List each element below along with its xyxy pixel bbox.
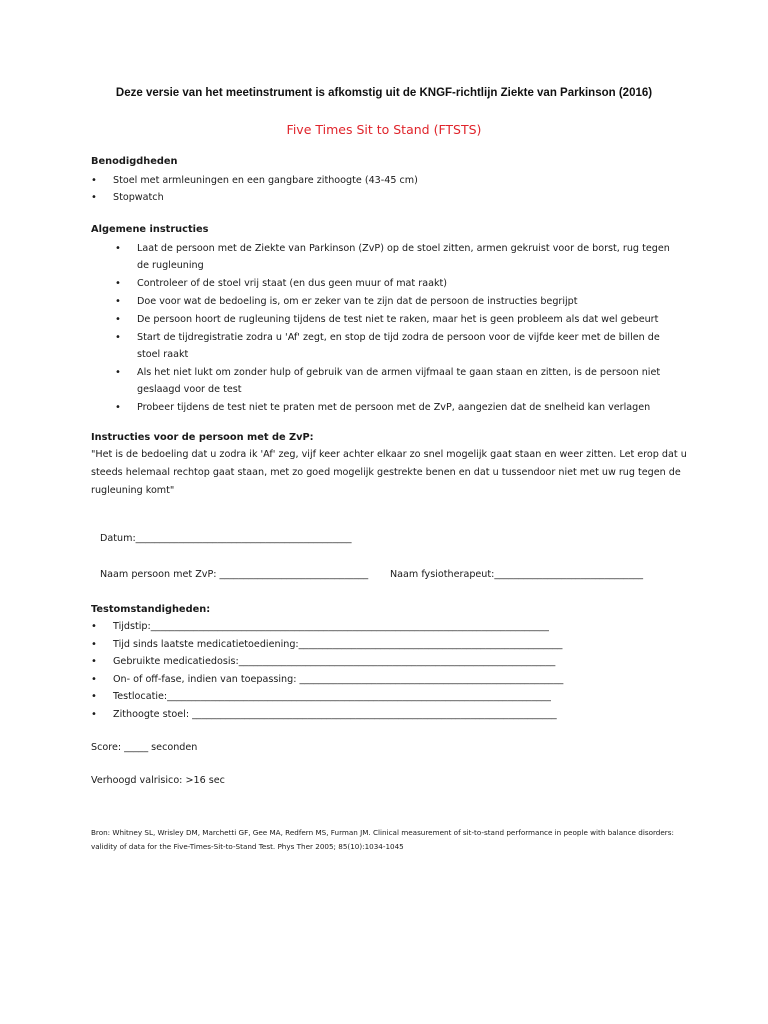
bullet-icon: • xyxy=(115,314,121,325)
list-item: • Stopwatch xyxy=(91,189,711,206)
heading-benodigdheden: Benodigdheden xyxy=(91,156,178,167)
list-item: • Stoel met armleuningen en een gangbare zithoogte (43-45 cm) xyxy=(91,172,711,189)
datum-field: Datum:_____________________________________________ xyxy=(100,533,352,544)
heading-testomstandigheden: Testomstandigheden: xyxy=(91,604,211,615)
bullet-icon: • xyxy=(91,708,97,720)
list-item: • De persoon hoort de rugleuning tijdens de test niet te raken, maar het is geen probleem als dat wel gebeurt xyxy=(115,311,675,328)
bron-reference: Bron: Whitney SL, Wrisley DM, Marchetti GF, Gee MA, Redfern MS, Furman JM. Clinical measurement of sit-to-stand performance in people with balance disorders: validity of data for the Five-Times-Sit-to-Stand Test. Phys Ther 2005; 85(10):1034-1045 xyxy=(91,828,674,851)
bullet-icon: • xyxy=(91,691,97,702)
bullet-icon: • xyxy=(91,192,97,203)
list-item: • Controleer of de stoel vrij staat (en dus geen muur of mat raakt) xyxy=(115,275,675,292)
bullet-icon: • xyxy=(91,621,97,632)
list-item: • Probeer tijdens de test niet te praten met de persoon met de ZvP, aangezien dat de snelheid kan verlagen xyxy=(115,399,675,416)
testomstandigheden-list xyxy=(91,618,691,723)
list-item: • Gebruikte medicatiedosis:__________________________________________________________________ xyxy=(91,653,691,671)
list-item: • Zithoogte stoel: ____________________________________________________________________________ xyxy=(91,706,691,724)
list-item: • On- of off-fase, indien van toepassing: _______________________________________________________ xyxy=(91,671,691,689)
valrisico-text: Verhoogd valrisico: >16 sec xyxy=(91,775,225,786)
score-field: Score: _____ seconden xyxy=(91,742,198,753)
document-title: Five Times Sit to Stand (FTSTS) xyxy=(286,122,482,137)
algemene-instructies-list xyxy=(115,240,675,417)
naam-persoon-field: Naam persoon met ZvP: _______________________________ xyxy=(100,569,369,580)
list-item: • Als het niet lukt om zonder hulp of gebruik van de armen vijfmaal te gaan staan en zitten, is de persoon niet geslaagd voor de test xyxy=(115,364,675,398)
bullet-icon: • xyxy=(115,296,121,307)
heading-instructies-persoon: Instructies voor de persoon met de ZvP: xyxy=(91,432,314,443)
list-item: • Testlocatie:________________________________________________________________________________ xyxy=(91,688,691,706)
naam-fysiotherapeut-field: Naam fysiotherapeut:_______________________________ xyxy=(390,569,644,580)
source-note: Deze versie van het meetinstrument is afkomstig uit de KNGF-richtlijn Ziekte van Parkinson (2016) xyxy=(115,87,653,99)
list-item: • Laat de persoon met de Ziekte van Parkinson (ZvP) op de stoel zitten, armen gekruist voor de borst, rug tegen de rugleuning xyxy=(115,240,675,274)
benodigdheden-list xyxy=(91,172,711,206)
bullet-icon: • xyxy=(91,175,97,186)
bullet-icon: • xyxy=(115,243,121,254)
names-row xyxy=(100,569,720,580)
bullet-icon: • xyxy=(91,673,97,685)
list-item: • Tijdstip:___________________________________________________________________________________ xyxy=(91,618,691,636)
bullet-icon: • xyxy=(115,402,121,413)
instructies-quote: "Het is de bedoeling dat u zodra ik 'Af' zeg, vijf keer achter elkaar zo snel mogelijk gaat staan en weer zitten. Let erop dat u steeds helemaal rechtop gaat staan, met zo goed mogelijk gestrekte benen en dat u tussendoor niet met uw rug tegen de rugleuning komt" xyxy=(91,449,687,496)
bullet-icon: • xyxy=(115,332,121,343)
bullet-icon: • xyxy=(115,278,121,289)
list-item: • Start de tijdregistratie zodra u 'Af' zegt, en stop de tijd zodra de persoon voor de vijfde keer met de billen de stoel raakt xyxy=(115,329,675,363)
bullet-icon: • xyxy=(115,367,121,378)
bullet-icon: • xyxy=(91,656,97,667)
heading-algemene-instructies: Algemene instructies xyxy=(91,224,209,235)
bullet-icon: • xyxy=(91,638,97,650)
list-item: • Tijd sinds laatste medicatietoediening:_______________________________________________________ xyxy=(91,636,691,654)
list-item: • Doe voor wat de bedoeling is, om er zeker van te zijn dat de persoon de instructies begrijpt xyxy=(115,293,675,310)
